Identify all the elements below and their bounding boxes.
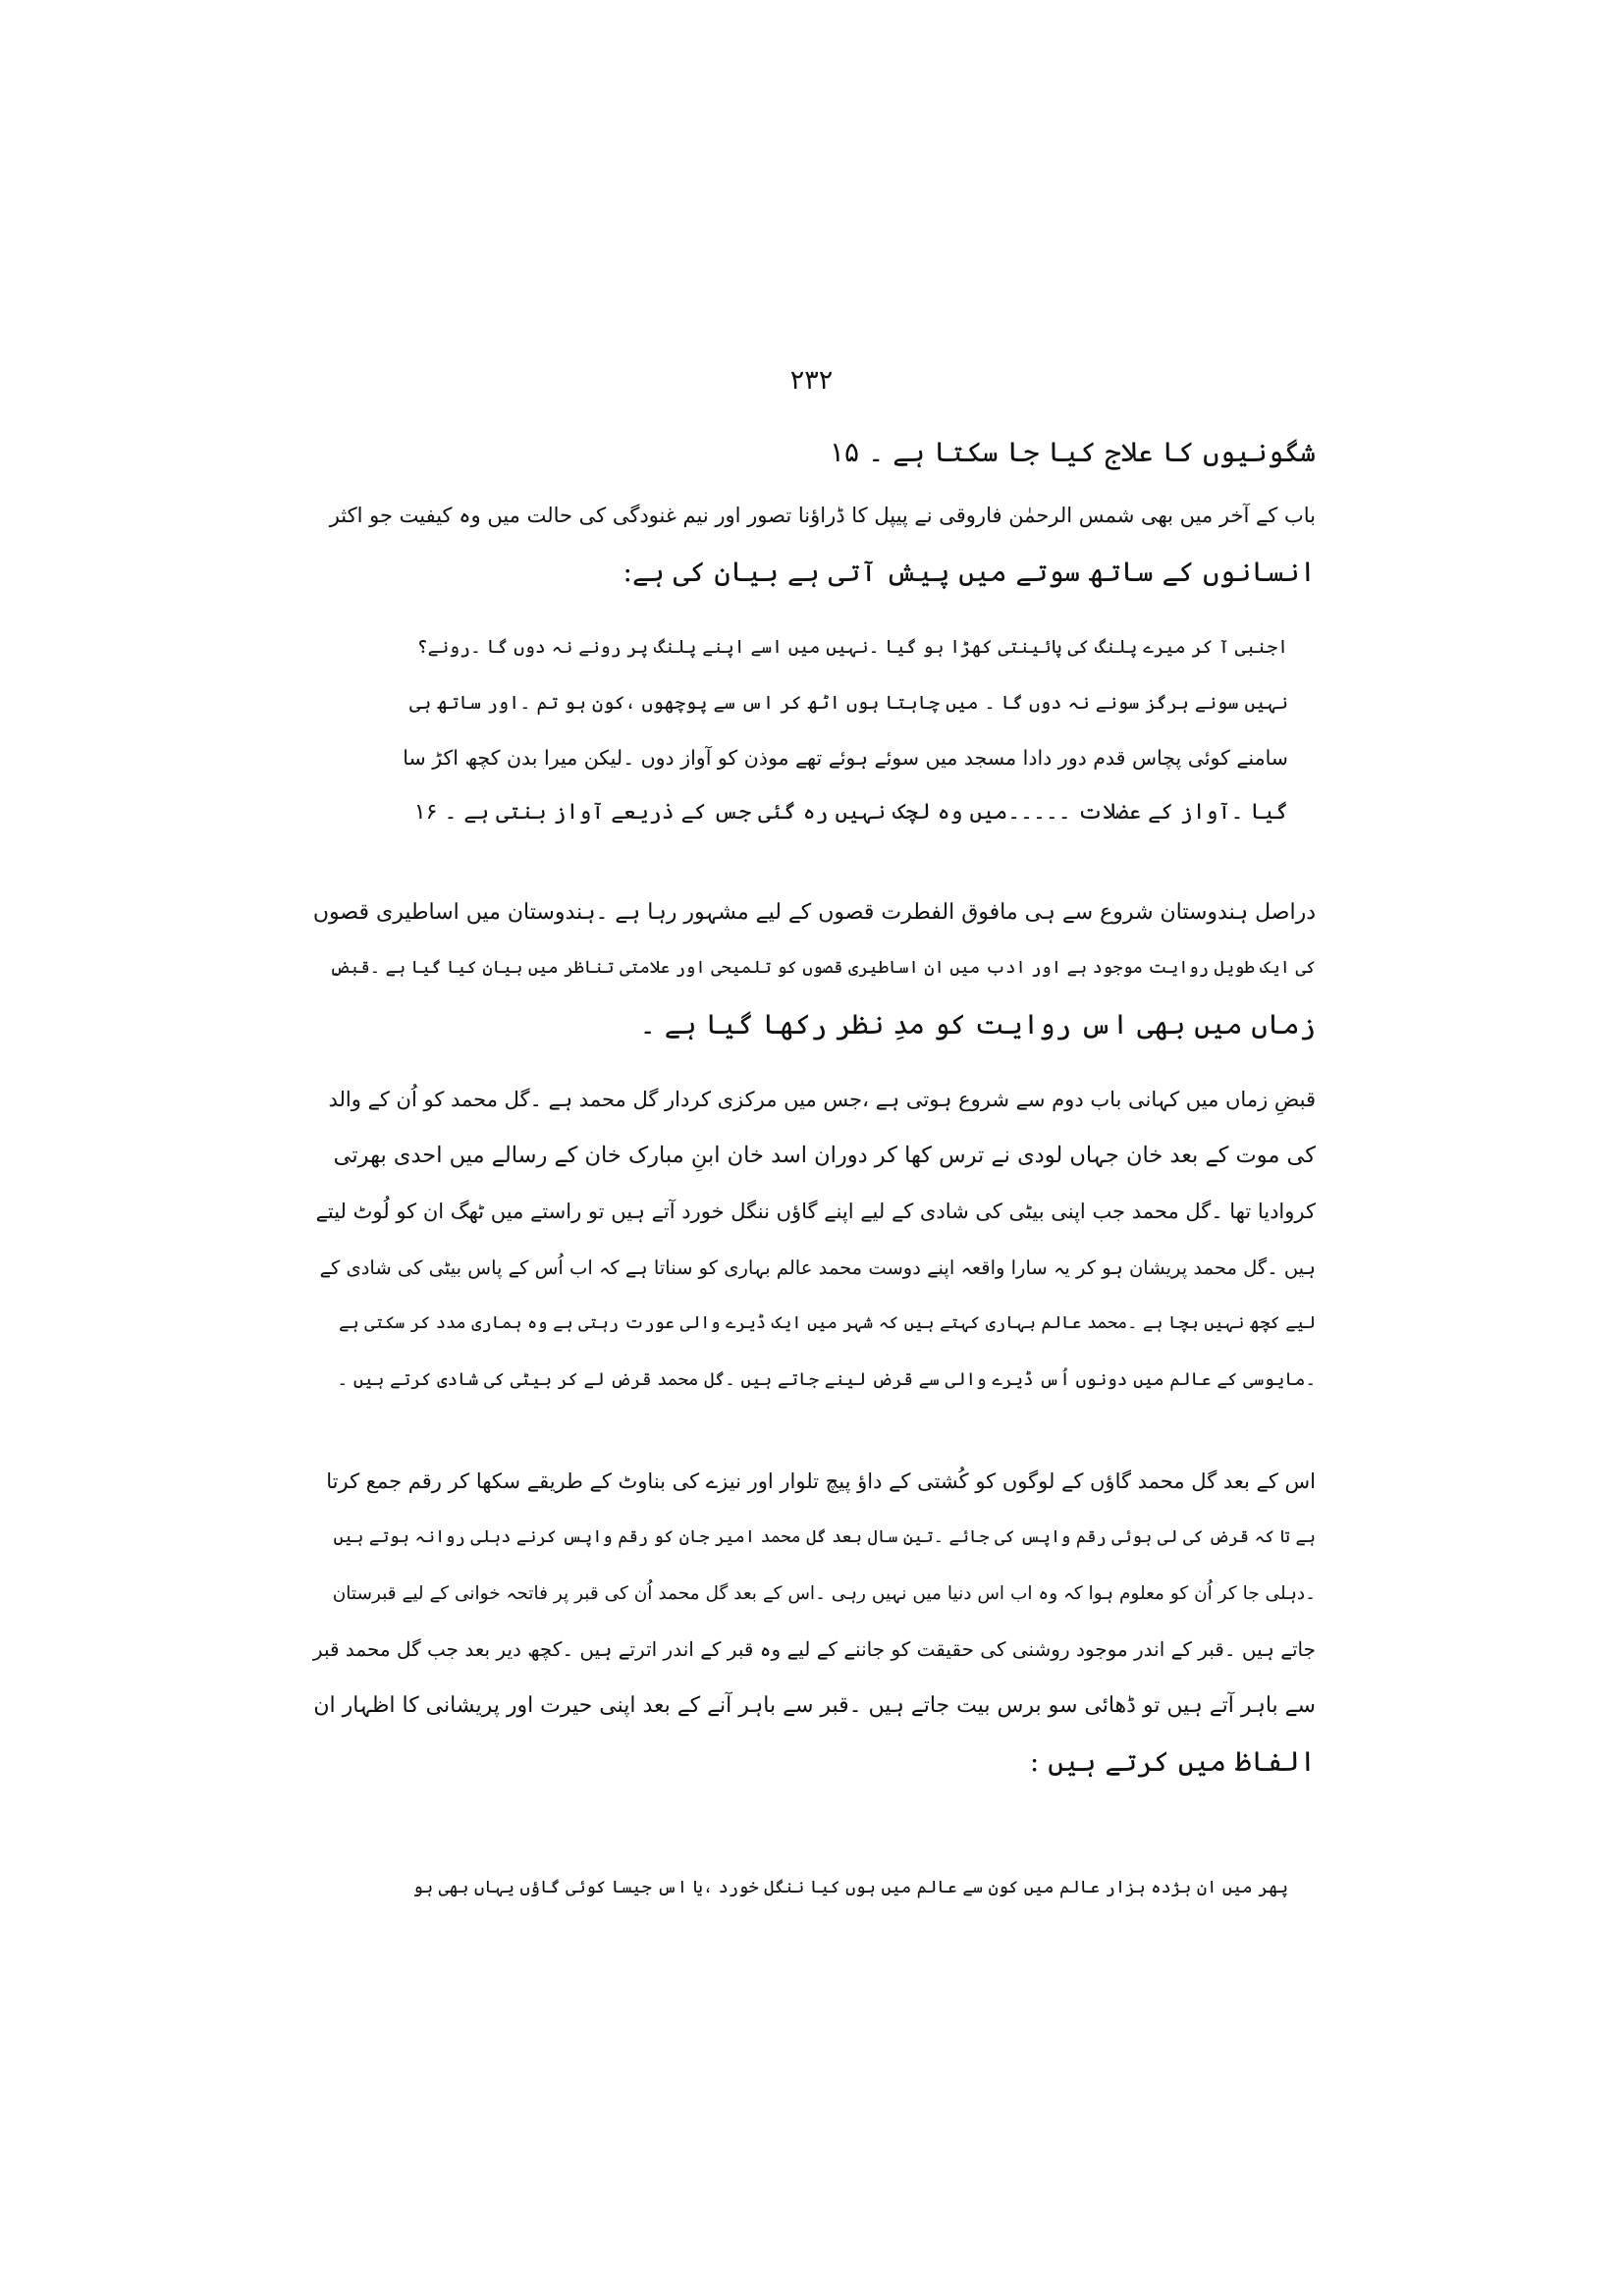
paragraph [312,488,1316,600]
paragraph-continuation [312,424,1316,480]
text-line: سے باہر آتے ہیں تو ڈھائی سو برس بیت جاتے ہیں ۔قبر سے باہر آنے کے بعد اپنی حیرت اور پریشانی کا اظہار ان [313,1693,1316,1718]
quote-line: اجنبی آ کر میرے پلنگ کی پائینتی کھڑا ہو گیا ۔نہیں میں اسے اپنے پلنگ پر رونے نہ دوں گا ۔رونے؟ [416,637,1288,658]
paragraph [312,1072,1316,1408]
quote-line: سامنے کوئی پچاس قدم دور دادا مسجد میں سوئے ہوئے تھے موذن کو آواز دوں ۔لیکن میرا بدن کچھ اکڑ سا [403,746,1288,770]
paragraph [312,884,1316,1052]
text-line: اس کے بعد گل محمد گاؤں کے لوگوں کو کُشتی کے داؤ پیچ تلوار اور نیزے کی بناوٹ کے طریقے سکھا کر رقم جمع کرتا [326,1469,1316,1493]
quote-line: نہیں سونے ہرگز سونے نہ دوں گا ۔ میں چاہتا ہوں اٹھ کر اس سے پوچھوں ،کون ہو تم ۔اور ساتھ ہی [409,692,1288,714]
text-line: قبضِ زماں میں کہانی باب دوم سے شروع ہوتی ہے ،جس میں مرکزی کردار گل محمد ہے ۔گل محمد کو اُن کے والد [328,1088,1316,1111]
block-quote [401,620,1288,840]
text-line: لیے کچھ نہیں بچا ہے ۔محمد عالم بہاری کہتے ہیں کہ شہر میں ایک ڈیرے والی عورت رہتی ہے وہ ہماری مدد کر سکتی ہے [339,1313,1316,1333]
text-line: الفاظ میں کرتے ہیں : [1029,1745,1316,1778]
text-line: کروادیا تھا ۔گل محمد جب اپنی بیٹی کی شادی کے لیے اپنے گاؤں ننگل خورد آتے ہیں تو راستے میں ٹھگ ان کو لُوٹ لیتے [315,1200,1316,1223]
quote-line: پھر میں ان ہژدہ ہزار عالم میں کون سے عالم میں ہوں کیا ننگل خورد ،یا اس جیسا کوئی گاؤں یہاں بھی ہو [412,1878,1288,1897]
text-line: دراصل ہندوستان شروع سے ہی مافوق الفطرت قصوں کے لیے مشہور رہا ہے ۔ہندوستان میں اساطیری قصوں [312,900,1316,925]
text-line: شگونیوں کا علاج کیا جا سکتا ہے ۔ ۱۵ [829,436,1316,468]
paragraph [312,1454,1316,1789]
block-quote [401,1860,1288,1915]
text-line: انسانوں کے ساتھ سوتے میں پیش آتی ہے بیان کی ہے: [622,556,1316,588]
text-line: جاتے ہیں ۔قبر کے اندر موجود روشنی کی حقیقت کو جاننے کے لیے وہ قبر کے اندر اترتے ہیں ۔کچھ دیر بعد جب گل محمد قبر [312,1637,1316,1661]
text-line: ہیں ۔گل محمد پریشان ہو کر یہ سارا واقعہ اپنے دوست محمد عالم بہاری کو سناتا ہے کہ اب اُس کے پاس بیٹی کی شادی کے [319,1256,1316,1279]
text-line: زماں میں بھی اس روایت کو مدِ نظر رکھا گیا ہے ۔ [639,1008,1316,1041]
page-number: ۲۳۲ [789,365,834,396]
text-line: کی ایک طویل روایت موجود ہے اور ادب میں ان اساطیری قصوں کو تلمیحی اور علامتی تناظر میں بیان کیا گیا ہے ۔قبضِ [329,958,1316,978]
text-line: ہے تا کہ قرض کی لی ہوئی رقم واپس کی جائے ۔تین سال بعد گل محمد امیر جان کو رقم واپس کرنے دہلی روانہ ہوتے ہیں [333,1527,1316,1547]
quote-line: گیا ۔آواز کے عضلات ۔۔۔۔۔میں وہ لچک نہیں رہ گئی جس کے ذریعے آواز بنتی ہے ۔ ۱۶ [413,800,1288,825]
text-line: ۔مایوسی کے عالم میں دونوں اُس ڈیرے والی سے قرض لینے جاتے ہیں ۔گل محمد قرض لے کر بیٹی کی شادی کرتے ہیں ۔ [337,1369,1316,1390]
text-line: کی موت کے بعد خان جہاں لودی نے ترس کھا کر دوران اسد خان ابنِ مبارک خان کے رسالے میں احدی بھرتی [333,1143,1316,1168]
text-line: ۔دہلی جا کر اُن کو معلوم ہوا کہ وہ اب اس دنیا میں نہیں رہی ۔اس کے بعد گل محمد اُن کی قبر پر فاتحہ خوانی کے لیے قبرستان [332,1583,1316,1604]
text-line: باب کے آخر میں بھی شمس الرحمٰن فاروقی نے پیپل کا ڈراؤنا تصور اور نیم غنودگی کی حالت میں وہ کیفیت جو اکثر [329,504,1316,527]
